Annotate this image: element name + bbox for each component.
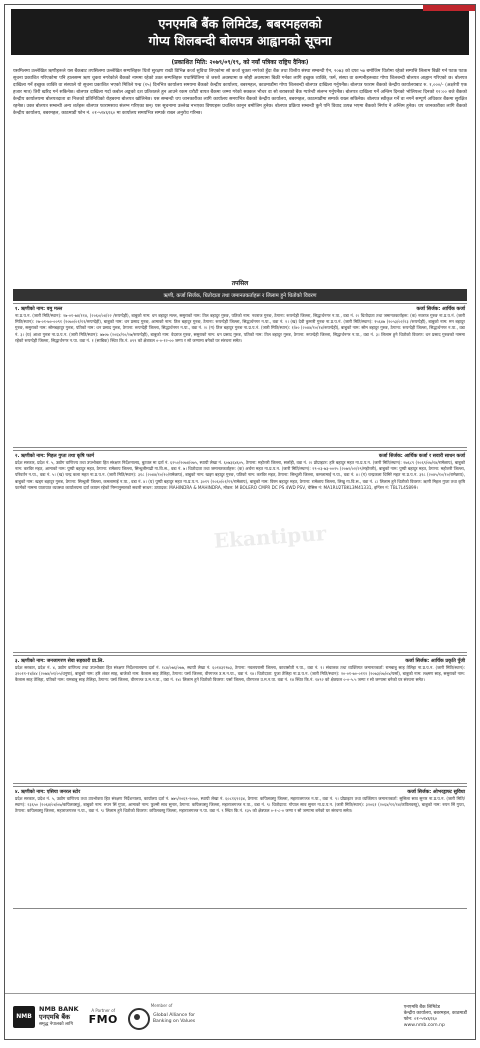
ga-line-2: Banking on Values [152,1019,196,1024]
nmb-tagline: समृद्ध नेपालको लागि [39,1021,73,1027]
nmb-name-np: एनएमबि बैंक [39,1012,71,1021]
loan-type: कर्जा सिर्जक: आर्थिक कर्जा र सवारी साधन कर्जा [378,454,465,459]
section-3 [13,655,467,784]
notice-header [11,9,469,55]
ga-member [128,1003,195,1030]
header-line-2: गोप्य शिलबन्दी बोलपत्र आह्वानको सूचना [148,33,332,48]
section-header [13,451,467,460]
section-2 [13,450,467,653]
section-header [13,656,467,665]
fmo-partner [89,1008,118,1026]
borrower-name: २. ऋणीको नाम: मिहल गुप्ता तथा कृषि फार्म [15,454,95,459]
section-header [13,787,467,796]
borrower-name: ४. ऋणीको नाम: एसिया जनरल स्टोर [15,790,81,795]
schedule-title: तपसिल [231,280,249,287]
address-line-4: www.nmb.com.np [403,1022,445,1028]
section-1 [13,303,467,448]
schedule-band: ऋणी, कर्जा सिर्जक, धितोदाता तथा जमानतकर्ताहरू र लिलाम हुने धितोको विवरण [13,289,467,301]
loan-type: कर्जा सिर्जक: आर्थिक प्रकृति पुँजी [405,659,465,664]
ga-line-1: Global Alliance for [153,1013,196,1018]
loan-type: कर्जा सिर्जक: ओभरड्राफ्ट सुविधा [407,790,465,795]
corner-accent [423,4,476,11]
member-label: Member of [150,1003,173,1008]
section-4 [13,786,467,909]
intro-paragraph: यसमिलमा उल्लेखित ऋणीहरूले यस बैंकबाट तपसिलमा उल्लेखित सम्पत्तिहरू धितो सुरक्षण राखी विभिन्न कर्जा सुविधा लिएकोमा सो कर्जा चुक्ता नगरेको हुँदा बैंक तथा वित्तीय संस्था सम्बन्धी ऐन, २०७३ को दफा ५७ बमोजिम धितोमा रहेको सम्पत्ति लिलाम बिक्री गर्न पटक पटक सूचना प्रकाशित गरिएकोमा पनि हालसम्म ऋण चुक्ता नगरेकोले बैंकको नाममा रहेको उक्त सम्पत्तिहरू यथास्थितिमा जे जस्तो अवस्थामा छ सोही अवस्थामा बिक्री गर्नका लागि इच्छुक व्यक्ति, फर्म, संस्था वा कम्पनीहरूबाट गोप्य शिलबन्दी बोलपत्र आह्वान गरिएको छ। बोलपत्र दाखिला गर्ने इच्छुक व्यक्ति वा संस्थाले यो सूचना प्रकाशित भएको मितिले पन्ध्र (१५) दिनभित्र कार्यालय समयमा बैंकको केन्द्रीय कार्यालय, बबरमहल, काठमाडौंमा गोप्य शिलबन्दी बोलपत्र दाखिला गर्नुपर्नेछ। बोलपत्र फाराम बैंकको केन्द्रीय कार्यालयबाट रु. १,०००/- (अक्षरेपी एक हजार मात्र) तिरी खरिद गर्न सकिनेछ। बोलपत्र दाखिला गर्दा कबोल अङ्कको दश प्रतिशतले हुन आउने रकम धरौटी बापत बैंकमा जम्मा गरेको सक्कल भौचर वा सो बराबरको बैंक ग्यारेन्टी संलग्न गर्नुपर्नेछ। बोलपत्र दाखिला गर्ने अन्तिम दिनको भोलिपल्ट दिनको १२:०० बजे बैंकको केन्द्रीय कार्यालयमा बोलपत्रदाता वा निजको प्रतिनिधिको रोहबरमा बोलपत्र खोलिनेछ। यस सम्बन्धी थप जानकारीका लागि कार्यालय समयभित्र बैंकको केन्द्रीय कार्यालय, बबरमहल, काठमाडौंमा सम्पर्क राख्न सकिनेछ। बोलपत्र स्वीकृत गर्ने वा नगर्ने सम्पूर्ण अधिकार बैंकमा सुरक्षित रहनेछ। उक्त बोलपत्र सम्बन्धी अन्य शर्तहरू बोलपत्र फारामसाथ संलग्न गरिएका छन्। यस सूचनामा उल्लेख नभएका विषयहरू प्रचलित कानून बमोजिम हुनेछ। बोलपत्र प्रक्रिया सम्बन्धी कुनै पनि विवाद उत्पन्न भएमा बैंकको निर्णय नै अन्तिम हुनेछ। थप जानकारीका लागि बैंकको केन्द्रीय कार्यालय, बबरमहल, काठमाडौं फोन नं. ०१-५२४६१६० मा कार्यालय समयभित्र सम्पर्क राख्न अनुरोध गरिन्छ। [13,69,467,116]
header-line-1: एनएमबि बैंक लिमिटेड, बबरमहलको [158,16,322,31]
nmb-name-en: NMB BANK [39,1004,79,1013]
section-body: प्रदेश सरकार, प्रदेश नं. ५, उद्योग वाणिज्य तथा उपभोक्ता हित संरक्षण निर्देशनालय, बुटवल मा दर्ता नं. ६२५०/२०७४/०७५, स्थायी लेखा नं. ६०७३६४६०५, ठेगाना: महोत्तरी जिल्ला, सर्लाही, वडा नं. २। प्रोप्राइटर: हरि बहादुर महत ना.प्र.प.न. (जारी मिति/स्थान): २७६८९ (२०६९/०७/१४/रामेछाप), बाबुको नाम: करविर महत, आमाको नाम: पुष्पी बहादुर महत, ठेगाना: रामेछाप जिल्ला, सिन्धुलीमाढी गा.वि.स., वडा नं. ७। धितोदाता तथा जमानतकर्ताहरू: (क) अर्चना महत ना.प्र.प.न. (जारी मिति/स्थान): २९-०३-७३-००२५ (२०७२/०२/२९/महोत्तरी), बाबुको नाम: पुष्पी बहादुर महत, ठेगाना: महोत्तरी जिल्ला, परिवर्तन न.पा., वडा नं. ५। (ख) चन्द्र कला महत ना.प्र.प.न. (जारी मिति/स्थान): ३१८ (२०४४/१०/१०/रामेछाप), बाबुको नाम: खड्ग बहादुर गुरुङ, पतिको नाम: करविर महत, ठेगाना: सिन्धुली जिल्ला, कमलामाई न.पा., वडा नं. ४। (ग) चन्द्रकला धिमिरे महत ना.प्र.प.न. ३१८ (२०४५/१०/१०/रामेछाप), बाबुको नाम: खड्ग बहादुर गुरुङ, ठेगाना: सिन्धुली जिल्ला, कमलामाई न.पा., वडा नं. ४। (घ) पुष्पी बहादुर महत ना.प्र.प.न. ३०१९ (२०६०/०१/१९/रामेछाप), बाबुको नाम: विरम बहादुर महत, ठेगाना: रामेछाप जिल्ला, लिखु गा.वि.स., वडा नं. ८। लिलाम हुने धितोको विवरण: ऋणी मिहल गुप्ता तथा कृषि फार्मको नाममा यातायात व्यवस्था कार्यालयमा दर्ता कायम रहेको निम्नानुसारको सवारी साधन: उत्पादक: MAHINDRA & MAHINDRA, मोडल: M BOLERO CMPR DC PS 4WD PSV, चेसिस नं: MA1RU2TBKL3M41331, इन्जिन नं: TBL7L45899। [15,460,465,490]
borrower-name: ३. ऋणीको नाम: जनजागरण सेवा सहकारी प्रा.लि. [15,659,105,664]
section-body: ना.प्र.प.न. (जारी मिति/स्थान): २७-०१-७४/११४, (२०६०/०४/२२ /रूपन्देही), बाबुको नाम: धन बहादुर मल्ल, ससुराको नाम: तिल बहादुर गुरुङ, पतिको नाम: नवराज गुरुङ, ठेगाना: रूपन्देही जिल्ला, सिद्धार्थनगर न.पा., वडा नं. २। धितोदाता तथा जमानतकर्ताहरू: (क) नवराज गुरुङ ना.प्र.प.नं. (जारी मिति/स्थान): २७-०१-७०-००९१ (२०७०/०१/११/रूपन्देही), बाबुको नाम: धन प्रसाद गुरुङ, आमाको नाम: तिल बहादुर गुरुङ, ठेगाना: रूपन्देही जिल्ला, सिद्धार्थनगर न.पा., वडा नं. २। (ख) देवी कुमारी गुरुङ ना.प्र.प.नं. (जारी मिति/स्थान): १५६४७ (२०५३/०२/२३ /रूपन्देही), बाबुको नाम: मन बहादुर गुरुङ, ससुराको नाम: सोमबहादुर गुरुङ, पतिको नाम: धन प्रसाद गुरुङ, ठेगाना: रूपन्देही जिल्ला, सिद्धार्थनगर न.पा., वडा नं. २। (ग) तिल बहादुर गुरुङ ना.प्र.प.नं. (जारी मिति/स्थान): १/४० (२०४४/१०/१४/रूपन्देही), बाबुको नाम: सोम बहादुर गुरुङ, ठेगाना: रूपन्देही जिल्ला, सिद्धार्थनगर न.पा., वडा नं. ३। (घ) आशा गुरुङ ना.प्र.प.न. (जारी मिति/स्थान): ७७०७ (२०६४/१०/२७/रूपन्देही), बाबुको नाम: वेदराज गुरुङ, ससुराको नाम: धन प्रसाद गुरुङ, पतिको नाम: तिल बहादुर गुरुङ, ठेगाना: रूपन्देही जिल्ला, सिद्धार्थनगर न.पा., वडा नं. ३। लिलाम हुने धितोको विवरण: धन प्रसाद गुरुङको नाममा रहेको रूपन्देही जिल्ला, सिद्धार्थनगर न.पा. वडा नं. १ (साबिक) स्थित कि.नं. ४९९ को क्षेत्रफल ०-०-१२-०० जग्गा र सो जग्गामा बनेको घर संरचना समेत। [15,313,465,343]
section-body: प्रदेश सरकार, प्रदेश नं. ४, उद्योग वाणिज्य तथा उपभोक्ता हित संरक्षण निर्देशनालयमा दर्ता नं. १८४/०७६/०७७, स्थायी लेखा नं. ६०१४३१९७३, ठेगाना: नवलपरासी जिल्ला, कावासोती न.पा., वडा नं. १। संचालक तथा व्यक्तिगत जमानतकर्ता: रामबाबु साह तेलिहा ना.प्र.प.न. (जारी मिति/स्थान): ३२०११-१४/४४ (२०७४/०१/०५/धनुषा), बाबुको नाम: हरि शंकर साह, बाजेको नाम: कैलास साह तेलिहा, ठेगाना: पर्सा जिल्ला, वीरगञ्ज उ.म.न.पा., वडा नं. १४। धितोदाता: पुजा तेलिहा ना.प्र.प.न. (जारी मिति/स्थान): २०-०१-७०-०११२ (२०७३/०७/०४/पर्सा), बाबुको नाम: लक्ष्मण साह, ससुराको नाम: कैलास साह तेलिहा, पतिको नाम: रामबाबु साह तेलिहा, ठेगाना: पर्सा जिल्ला, वीरगञ्ज उ.म.न.पा., वडा नं. १४। लिलाम हुने धितोको विवरण: पर्सा जिल्ला, वीरगञ्ज उ.म.न.पा. वडा नं. १४ स्थित कि.नं. १४९२ को क्षेत्रफल ०-०-५.५ जग्गा र सो जग्गामा बनेको घर संरचना समेत। [15,665,465,683]
section-body: प्रदेश सरकार, प्रदेश नं. ५, उद्योग वाणिज्य तथा उपभोक्ता हित संरक्षण निर्देशनालय, कार्यालय दर्ता नं. ७७५/२०६९-२०७०, स्थायी लेखा नं. ६०८१६९२३४, ठेगाना: कपिलवस्तु जिल्ला, महाराजगञ्ज न.पा., वडा नं. ९। प्रोप्राइटर तथा व्यक्तिगत जमानतकर्ता: सुसिला साव सुनार ना.प्र.प.न. (जारी मिति/स्थान): २३६५० (२०६४/०४/०७/कपिलवस्तु), बाबुको नाम: रुपन सिं गुप्ता, आमाको नाम: फुल्मी साव सुनार, ठेगाना: कपिलवस्तु जिल्ला, महाराजगञ्ज न.पा., वडा नं. ९। धितोदाता: गोपाल साव सुनार ना.प्र.प.न. (जारी मिति/स्थान): ३२०६१ (२०६४/११/१४/कपिलवस्तु), बाबुको नाम: रुपन सिं गुप्ता, ठेगाना: कपिलवस्तु जिल्ला, महाराजगञ्ज न.पा., वडा नं. ९। लिलाम हुने धितोको विवरण: कपिलवस्तु जिल्ला, महाराजगञ्ज न.पा. वडा नं. ९ स्थित कि.नं. १३५ को क्षेत्रफल ०-१-८-० जग्गा र सो जग्गामा बनेको घर संरचना समेत। [15,796,465,814]
notice-page [4,4,476,1040]
address-line-3: फोन: ०१-५२४६१६० [403,1016,438,1022]
partner-label: A Partner of [91,1007,116,1013]
nmb-brand [13,1005,79,1029]
footer [5,993,475,1039]
publication-note: (प्रकाशित मिति: २०७९/०९/१९, को नयाँ पत्रिका राष्ट्रिय दैनिक) [171,59,309,66]
bank-address [404,1005,467,1029]
loan-type: कर्जा सिर्जक: आर्थिक कर्जा [416,307,465,312]
fmo-logo: FMO [88,1012,118,1026]
address-line-1: एनएमबि बैंक लिमिटेड [403,1004,440,1010]
borrower-name: १. ऋणीको नाम: वमु मल्ल [15,307,63,312]
address-line-2: केन्द्रीय कार्यालय, बबरमहल, काठमाडौं [403,1010,467,1016]
watermark: Ekantipur [213,521,327,553]
nmb-logo-icon: NMB [13,1006,35,1028]
gabv-logo-icon [128,1008,150,1030]
section-header [13,304,467,313]
